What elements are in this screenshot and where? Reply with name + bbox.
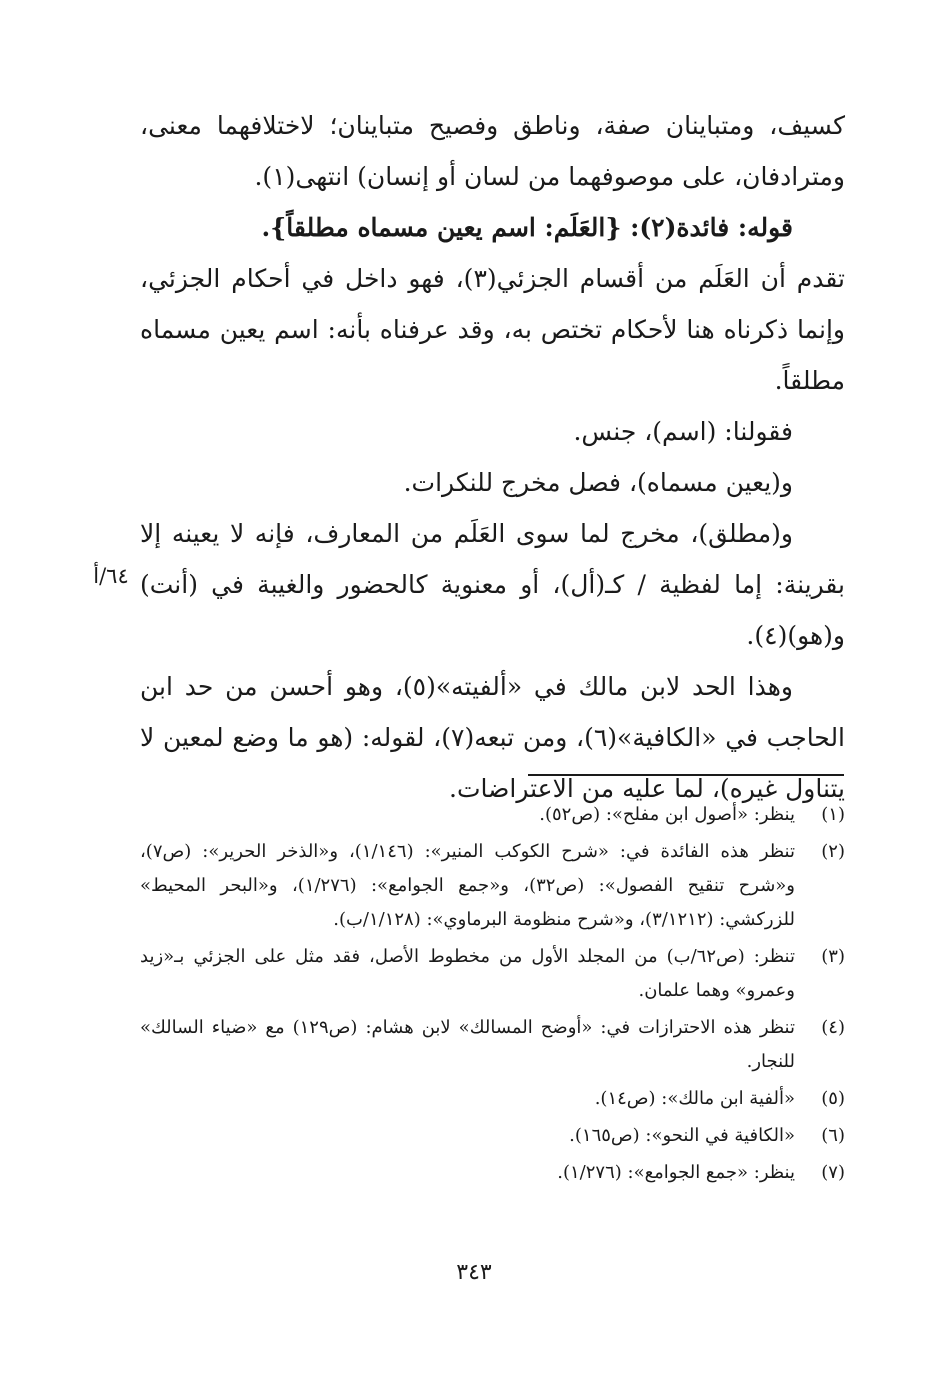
paragraph-4: فقولنا: (اسم)، جنس. <box>573 417 793 446</box>
footnote-item <box>140 1011 845 1079</box>
footnote-item <box>140 1156 845 1190</box>
footnote-item <box>140 1119 845 1153</box>
footnote-number: (٢) <box>821 841 845 862</box>
footnote-number: (٥) <box>821 1088 845 1109</box>
paragraph-5: و(يعين مسماه)، فصل مخرج للنكرات. <box>403 468 793 497</box>
footnote-number: (٦) <box>821 1125 845 1146</box>
paragraph-2-heading: قوله: فائدة(٢): {العَلَم: اسم يعين مسماه مطلقاً}. <box>261 213 793 242</box>
footnote-text: «الكافية في النحو»: (ص١٦٥). <box>569 1125 795 1146</box>
footnote-separator <box>528 774 844 776</box>
footnote-number: (١) <box>821 804 845 825</box>
paragraph-7: وهذا الحد لابن مالك في «ألفيته»(٥)، وهو أحسن من حد ابن الحاجب في «الكافية»(٦)، ومن تبعه(٧)، لقوله: (هو ما وضع لمعين لا يتناول غيره)، لما عليه من الاعتراضات. <box>140 672 846 803</box>
footnote-number: (٧) <box>821 1162 845 1183</box>
footnote-text: تنظر هذه الاحترازات في: «أوضح المسالك» لابن هشام: (ص١٢٩) مع «ضياء السالك» للنجار. <box>140 1017 795 1072</box>
manuscript-folio-note: ٦٤/أ <box>93 564 129 588</box>
footnotes <box>140 798 845 1193</box>
footnote-item <box>140 1082 845 1116</box>
footnote-number: (٤) <box>821 1017 845 1038</box>
page-number: ٣٤٣ <box>456 1260 492 1285</box>
paragraph-6: و(مطلق)، مخرج لما سوى العَلَم من المعارف، فإنه لا يعينه إلا بقرينة: إما لفظية / كـ(أل)، أو معنوية كالحضور والغيبة في (أنت) و(هو)(٤). <box>140 519 845 650</box>
footnote-text: ينظر: «جمع الجوامع»: (١/٢٧٦). <box>557 1162 795 1183</box>
paragraph-3: تقدم أن العَلَم من أقسام الجزئي(٣)، فهو داخل في أحكام الجزئي، وإنما ذكرناه هنا لأحكام تختص به، وقد عرفناه بأنه: اسم يعين مسماه مطلقاً. <box>140 264 845 395</box>
main-text <box>140 100 845 814</box>
footnote-item <box>140 940 845 1008</box>
footnote-text: ينظر: «أصول ابن مفلح»: (ص٥٢). <box>539 804 795 825</box>
footnote-number: (٣) <box>821 946 845 967</box>
paragraph-1: كسيف، ومتباينان صفة، وناطق وفصيح متباينان؛ لاختلافهما معنى، ومترادفان، على موصوفهما من لسان أو إنسان) انتهى(١). <box>140 111 845 191</box>
footnote-item <box>140 835 845 937</box>
footnote-item <box>140 798 845 832</box>
footnote-text: تنظر: (ص٦٢/ب) من المجلد الأول من مخطوط الأصل، فقد مثل على الجزئي بـ«زيد وعمرو» وهما علمان. <box>140 946 795 1001</box>
footnote-text: تنظر هذه الفائدة في: «شرح الكوكب المنير»: (١/١٤٦)، و«الذخر الحرير»: (ص٧)، و«شرح تنقيح الفصول»: (ص٣٢)، و«جمع الجوامع»: (١/٢٧٦)، و«البحر المحيط» للزركشي: (٣/١٢١٢)، و«شرح منظومة البرماوي»: (١/١٢٨/ب). <box>140 841 795 930</box>
footnote-text: «ألفية ابن مالك»: (ص١٤). <box>594 1088 795 1109</box>
